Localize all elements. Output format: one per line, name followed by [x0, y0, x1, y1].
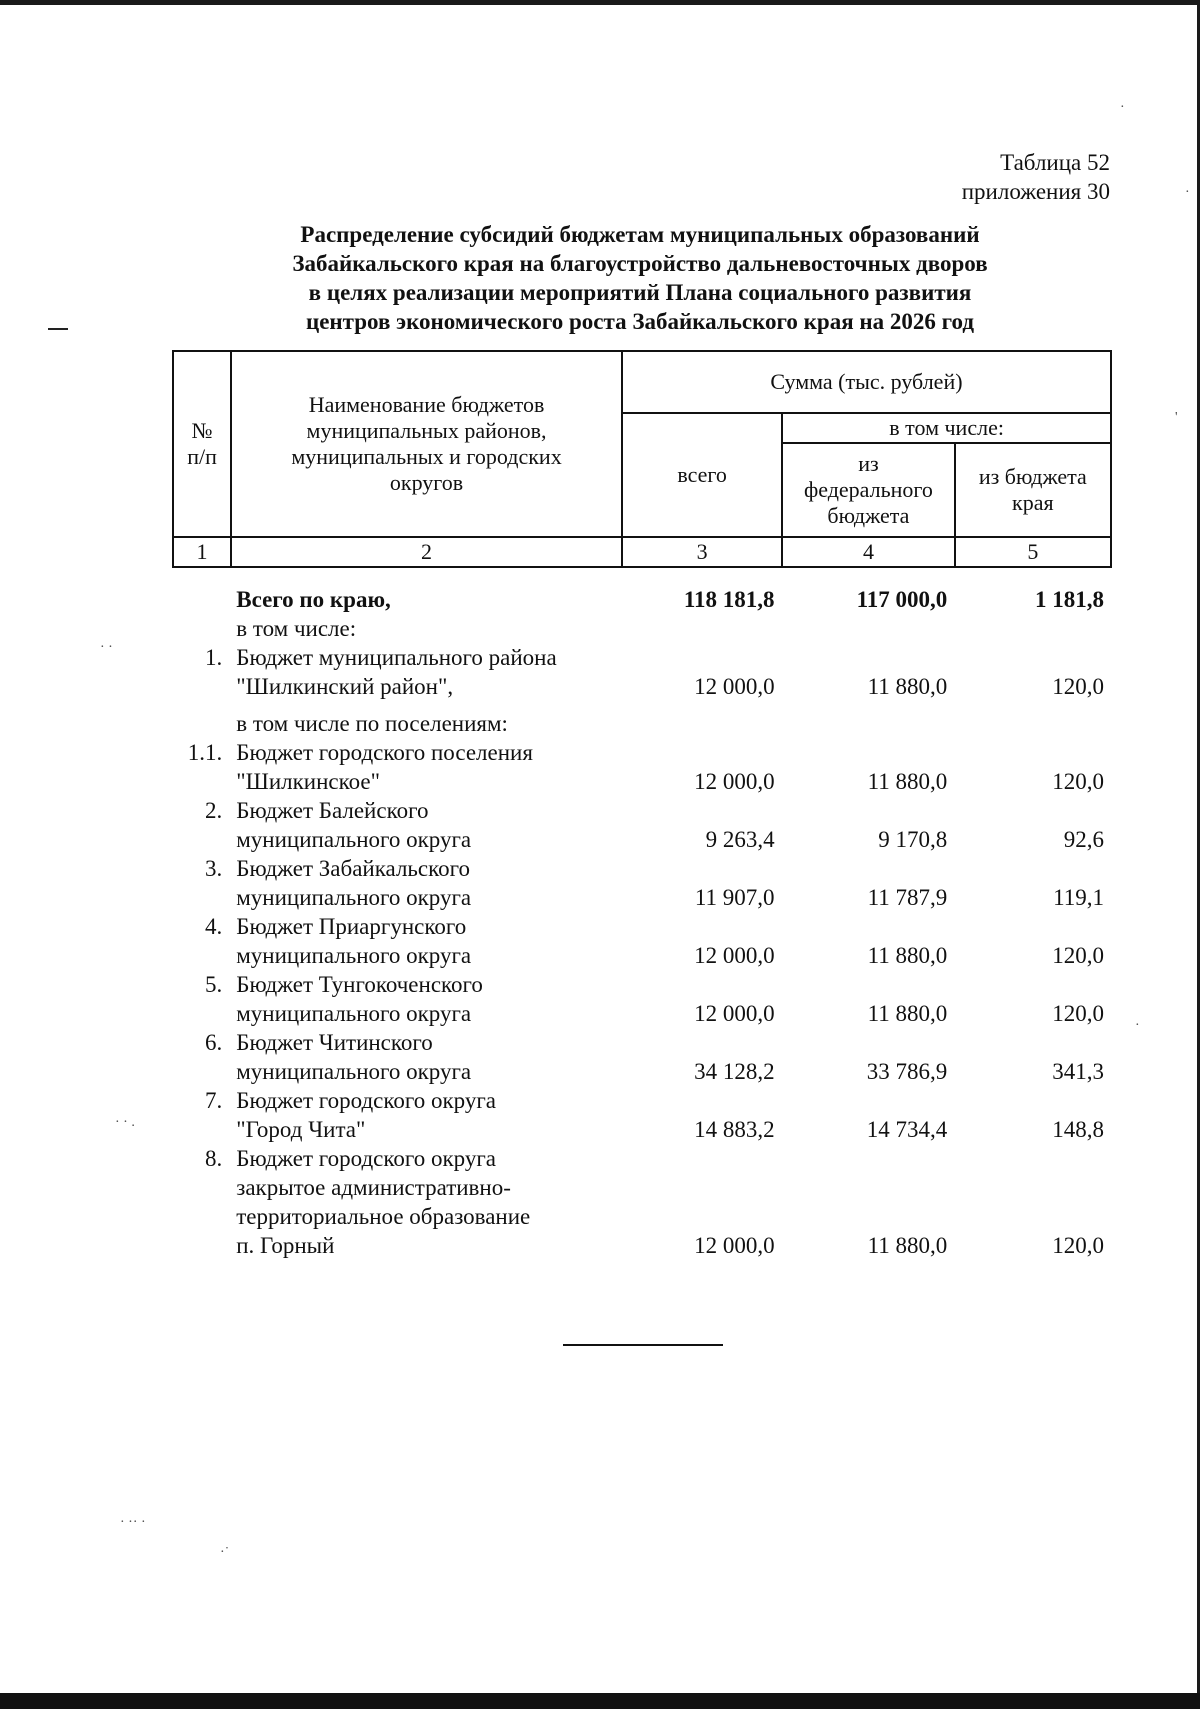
header-regional-budget: из бюджета края	[955, 443, 1111, 537]
table-row: муниципального округа 12 000,0 11 880,0 120,0	[236, 1001, 1104, 1026]
appendix-number: приложения 30	[961, 179, 1110, 204]
table-row: муниципального округа 34 128,2 33 786,9 341,3	[236, 1059, 1104, 1084]
table-row: территориальное образование	[236, 1204, 531, 1229]
title-line: Распределение субсидий бюджетам муниципальных образований	[300, 222, 980, 247]
table-row: 5. Бюджет Тунгокоченского	[204, 972, 483, 997]
table-row: п. Горный 12 000,0 11 880,0 120,0	[236, 1233, 1104, 1258]
including-row: в том числе:	[236, 616, 357, 641]
scan-speck: ·	[1135, 1018, 1140, 1033]
scan-speck: ·˙	[220, 1545, 230, 1560]
title-line: центров экономического роста Забайкальского края на 2026 год	[305, 309, 975, 334]
scan-border-top	[0, 0, 1200, 5]
scan-speck: · · .	[115, 1115, 135, 1130]
scan-speck: · ·· ·	[120, 1515, 146, 1530]
table-row: 4. Бюджет Приаргунского	[204, 914, 467, 939]
column-numbers-row: 1 2 3 4 5	[173, 537, 1111, 567]
scan-speck: '	[1175, 410, 1178, 425]
table-header	[172, 350, 1112, 568]
table-row: "Шилкинское" 12 000,0 11 880,0 120,0	[236, 769, 1104, 794]
title-line: в целях реализации мероприятий Плана социального развития	[308, 280, 972, 305]
table-row: 2. Бюджет Балейского	[204, 798, 429, 823]
table-row: 1.1. Бюджет городского поселения	[187, 740, 533, 765]
settlements-row: в том числе по поселениям:	[236, 711, 508, 736]
scan-speck: ·	[1185, 185, 1190, 200]
header-federal-budget: из федерального бюджета	[782, 443, 954, 537]
table-row: 7. Бюджет городского округа	[204, 1088, 496, 1113]
title-line: Забайкальского края на благоустройство дальневосточных дворов	[292, 251, 988, 276]
scan-speck: · ·	[100, 640, 113, 655]
scan-border-bottom	[0, 1693, 1200, 1709]
end-separator-line	[563, 1344, 723, 1346]
table-row: 1. Бюджет муниципального района	[204, 645, 557, 670]
table-row: 3. Бюджет Забайкальского	[204, 856, 470, 881]
table-row: муниципального округа 9 263,4 9 170,8 92,6	[236, 827, 1104, 852]
table-row: закрытое административно-	[236, 1175, 511, 1200]
table-reference	[962, 148, 1110, 206]
table-row: "Шилкинский район", 12 000,0 11 880,0 120,0	[236, 674, 1104, 699]
header-sum: Сумма (тыс. рублей)	[622, 351, 1111, 413]
table-row: 6. Бюджет Читинского	[204, 1030, 433, 1055]
table-row: "Город Чита" 14 883,2 14 734,4 148,8	[236, 1117, 1104, 1142]
table-number: Таблица 52	[1000, 150, 1110, 175]
grand-total-row: Всего по краю, 118 181,8 117 000,0 1 181,8	[236, 587, 1104, 612]
table-row: 8. Бюджет городского округа	[204, 1146, 496, 1171]
header-total: всего	[622, 413, 782, 537]
margin-mark	[48, 328, 68, 330]
header-including: в том числе:	[782, 413, 1111, 443]
table-row: муниципального округа 11 907,0 11 787,9 119,1	[236, 885, 1104, 910]
header-name-column: Наименование бюджетов муниципальных районов, муниципальных и городских округов	[231, 351, 622, 537]
table-row: муниципального округа 12 000,0 11 880,0 120,0	[236, 943, 1104, 968]
scan-speck: ·	[1120, 100, 1125, 115]
document-title	[170, 220, 1110, 336]
header-number-column: № п/п	[173, 351, 231, 537]
table-body	[172, 585, 1112, 1260]
